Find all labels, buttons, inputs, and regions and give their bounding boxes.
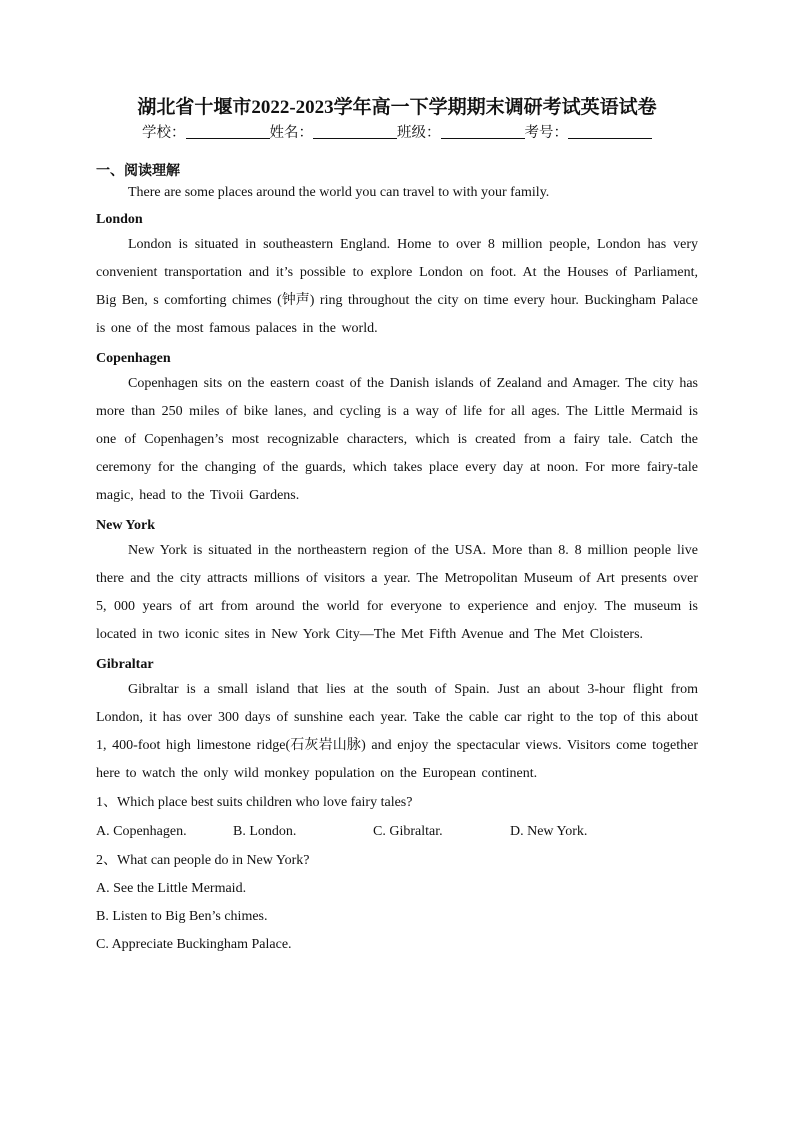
exam-number-label: 考号：	[524, 125, 568, 141]
q2-option-c[interactable]: C. Appreciate Buckingham Palace.	[96, 937, 292, 952]
name-blank[interactable]	[313, 124, 397, 139]
school-blank[interactable]	[186, 124, 270, 139]
school-label: 学校：	[142, 125, 186, 141]
name-label: 姓名：	[269, 125, 313, 141]
place-text-copenhagen: Copenhagen sits on the eastern coast of the Danish islands of Zealand and Amager. The city has more than 250 miles of bike lanes, and cycling is a way of life for all ages. The Little Mermaid is one of Copenhagen’s most recognizable characters, which is created from a fairy tale. Catch the ceremony for the changing of the guards, which takes place every day at noon. For more fairy-tale magic, head to the Tivoii Gardens.	[96, 376, 698, 503]
place-heading-london: London	[96, 212, 143, 227]
q1-option-c[interactable]: C. Gibraltar.	[373, 824, 443, 839]
question-1-options	[96, 817, 698, 846]
q2-option-a[interactable]: A. See the Little Mermaid.	[96, 881, 247, 896]
class-blank[interactable]	[441, 124, 525, 139]
place-heading-copenhagen: Copenhagen	[96, 351, 171, 366]
place-text-new-york: New York is situated in the northeastern region of the USA. More than 8. 8 million people live there and the city attracts millions of visitors a year. The Metropolitan Museum of Art presents over 5, 000 years of art from around the world for everyone to experience and enjoy. The museum is located in two iconic sites in New York City—The Met Fifth Avenue and The Met Cloisters.	[96, 543, 698, 642]
intro-text: There are some places around the world you can travel to with your family.	[128, 185, 550, 200]
q1-option-d[interactable]: D. New York.	[510, 824, 588, 839]
exam-page	[96, 96, 698, 959]
place-text-london: London is situated in southeastern England. Home to over 8 million people, London has very convenient transportation and it’s possible to explore London on foot. At the Houses of Parliament, Big Ben, s comforting chimes (钟声) ring throughout the city on time every hour. Buckingham Palace is one of the most famous palaces in the world.	[96, 237, 698, 336]
q1-option-b[interactable]: B. London.	[233, 824, 297, 839]
class-label: 班级：	[397, 125, 441, 141]
page-title: 湖北省十堰市2022-2023学年高一下学期期末调研考试英语试卷	[137, 97, 657, 118]
place-heading-new-york: New York	[96, 518, 155, 533]
place-heading-gibraltar: Gibraltar	[96, 657, 154, 672]
q2-option-b[interactable]: B. Listen to Big Ben’s chimes.	[96, 909, 268, 924]
section-title: 一、阅读理解	[96, 164, 180, 179]
question-1: 1、Which place best suits children who love fairy tales?	[96, 795, 413, 810]
place-text-gibraltar: Gibraltar is a small island that lies at the south of Spain. Just an about 3-hour flight from London, it has over 300 days of sunshine each year. Take the cable car right to the top of this about 1, 400-foot high limestone ridge(石灰岩山脉) and enjoy the spectacular views. Visitors come together here to watch the only wild monkey population on the European continent.	[96, 682, 698, 781]
question-2: 2、What can people do in New York?	[96, 853, 310, 868]
q1-option-a[interactable]: A. Copenhagen.	[96, 824, 187, 839]
student-info-line	[96, 122, 698, 144]
exam-number-blank[interactable]	[568, 124, 652, 139]
